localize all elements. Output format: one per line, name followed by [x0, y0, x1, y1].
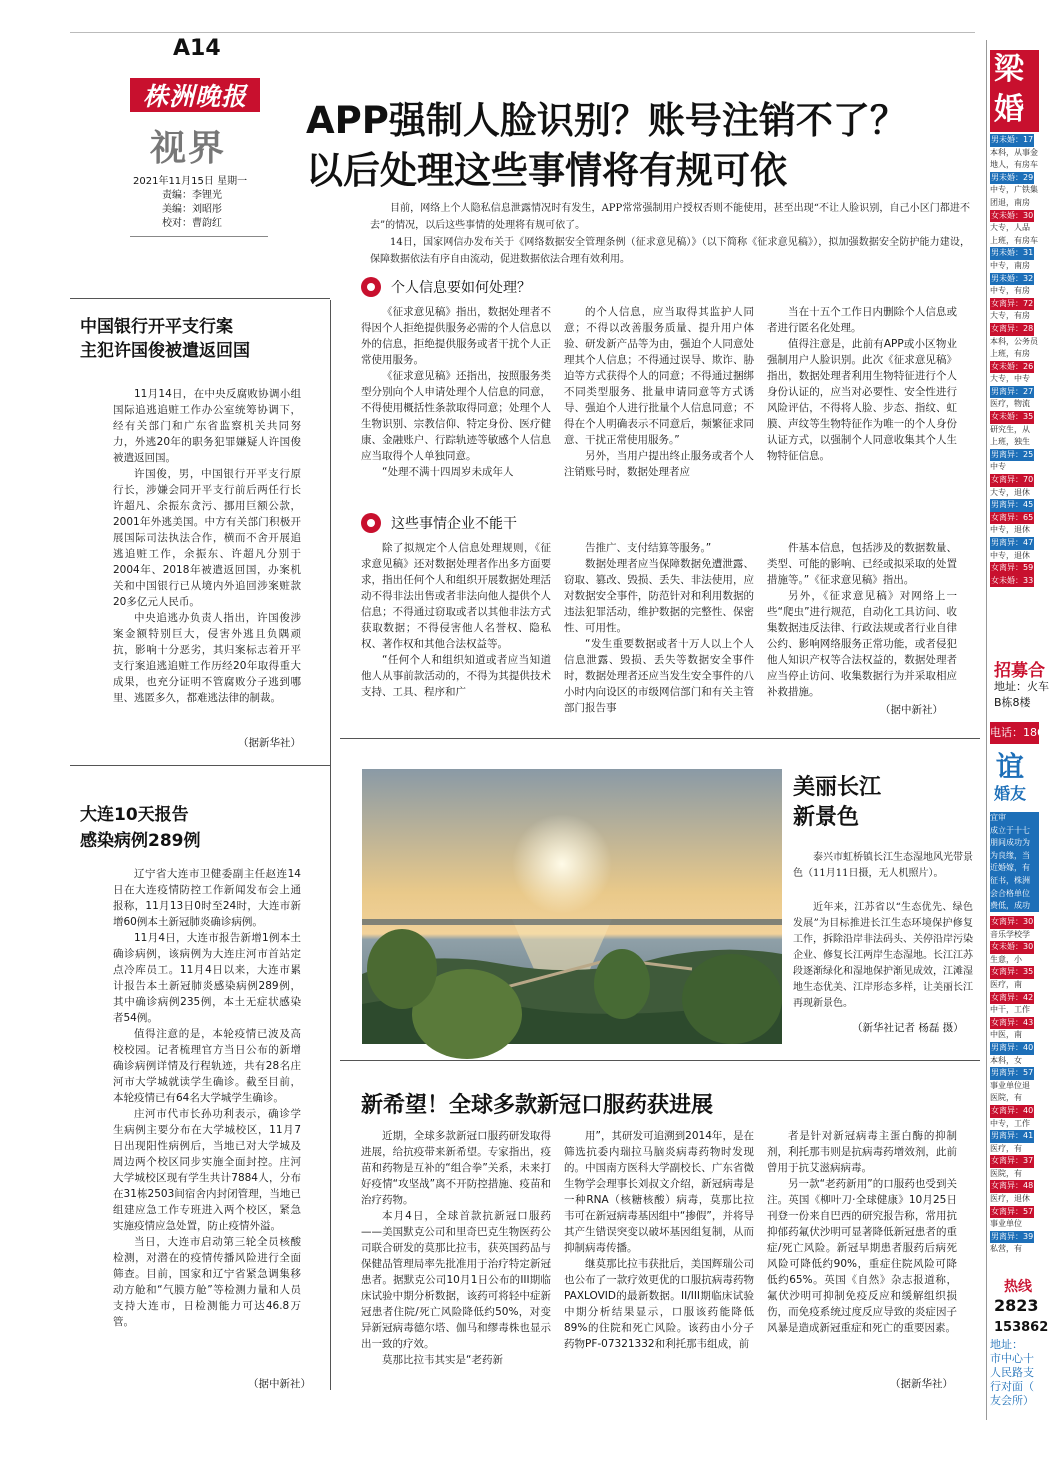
- sidebar-entry: 朋间成功为: [990, 838, 1030, 848]
- sidebar-box2-title-1: 谊: [996, 750, 1025, 783]
- sidebar-entry: 女离异：70: [990, 474, 1039, 487]
- left-story-2-title-1: 大连10天报告: [80, 805, 189, 825]
- sidebar-entry: 男离异：25: [990, 449, 1039, 462]
- paragraph: “处理不满十四周岁未成年人: [382, 466, 514, 478]
- sidebar-entry: 中专: [990, 462, 1006, 472]
- sidebar-entry: 女离异：48: [990, 1180, 1039, 1193]
- paragraph: 用”，其研发可追溯到2014年，是在筛选抗委内瑞拉马脑炎病毒药物时发现的。中国南方医科大学副校长、广东省微生物学会理事长刘叔文介绍，新冠病毒是一种RNA（核糖核酸）病毒，莫那比拉韦可在新冠病毒基因组中“掺假”，并将导其产生错误突变以破坏基因组复制，从而抑制病毒传播。: [564, 1130, 754, 1254]
- section-heading-2-text: 这些事情企业不能干: [391, 516, 517, 532]
- sidebar-entry: 女离异：30: [990, 916, 1039, 929]
- paper-logo-text: 株洲晚报: [142, 82, 247, 111]
- sidebar-entry: 团退，南房: [990, 197, 1030, 207]
- sidebar-entry: 会合格单位: [990, 888, 1030, 898]
- paragraph: 除了拟规定个人信息处理规则，《征求意见稿》还对数据处理者作出多方面要求，指出任何个人和组织开展数据处理活动不得非法出售或者非法向他人提供个人信息；不得通过窃取或者以其他非法方式获取数据；不得侵害他人名誉权、隐私权、著作权和其他合法权益等。: [361, 542, 551, 650]
- sidebar-rule: [986, 40, 987, 1420]
- paragraph: 莫那比拉韦其实是“老药新: [382, 1354, 503, 1366]
- sidebar-entry: 医疗，有: [990, 1143, 1022, 1153]
- sidebar-entry: 大专，退休: [990, 487, 1030, 497]
- sidebar-entry: 男离异：45: [990, 499, 1039, 512]
- paragraph: 值得注意的是，本轮疫情已波及高校校园。记者梳理官方当日公布的新增确诊病例详情及行程轨迹，共有28名庄河市大学城就读学生确诊。截至目前，本轮疫情已有64名大学城学生确诊。: [113, 1028, 301, 1104]
- page-number: A14: [173, 36, 221, 61]
- lead-intro-1: 目前，网络上个人隐私信息泄露情况时有发生，APP常常强制用户授权否则不能使用，甚至出现“不让人脸识别，自己小区门都进不去”的情况，以后这些事情的处理将有规可依了。: [370, 203, 970, 231]
- sidebar-recruit: 招募合: [994, 661, 1045, 681]
- sidebar-phone: [990, 722, 1051, 744]
- sidebar-address-line: 行对面（: [990, 1380, 1034, 1393]
- sidebar-entry: 男离异：39: [990, 1231, 1039, 1244]
- sec2-column-2: [564, 540, 754, 716]
- paragraph: 另一款“老药新用”的口服药也受到关注。英国《柳叶刀·全球健康》10月25日刊登一份来自巴西的研究报告称，常用抗抑郁药氟伏沙明可显著降低新冠患者的重症/死亡风险。新冠早期患者服药后病死风险可降低约90%，重症住院风险可降低约65%。英国《自然》杂志报道称，氟伏沙明可抑制免疫反应和缓解组织损伤，而免疫系统过度反应导致的炎症因子风暴是造成新冠重症和死亡的重要因素。: [767, 1178, 957, 1334]
- paragraph: 继莫那比拉韦获批后，美国辉瑞公司也公布了一款疗效更优的口服抗病毒药物PAXLOVID的最新数据。II/III期临床试验中期分析结果显示，口服该药能降低89%的住院和死亡风险。该药由小分子药物PF-07321332和利托那韦组成，前: [564, 1258, 754, 1350]
- sidebar-entry: 医疗，物流: [990, 399, 1030, 409]
- sec1-column-3: [767, 304, 957, 464]
- left-story-1-source: （据新华社）: [238, 737, 301, 749]
- sidebar-address-block: [990, 1338, 1039, 1408]
- sidebar-entry: 男离异：41: [990, 1130, 1039, 1143]
- sidebar-entry: 医疗，南: [990, 979, 1022, 989]
- sec2-column-1: [361, 540, 551, 700]
- section-heading-1: [361, 277, 531, 297]
- paragraph: 本月4日，全球首款抗新冠口服药——美国默克公司和里奇巴克生物医药公司联合研发的莫那比拉韦，获英国药品与保健品管理局率先批准用于治疗特定新冠患者。据默克公司10月1日公布的III期临床试验中期分析数据，该药可将轻中症新冠患者住院/死亡风险降低约50%，对变异新冠病毒德尔塔、伽马和缪毒株也显示出一致的疗效。: [361, 1210, 551, 1350]
- paragraph: 当日，大连市启动第三轮全员核酸检测，对潜在的疫情传播风险进行全面筛查。目前，国家和辽宁省紧急调集移动方舱和“气膜方舱”等检测力量和人员支持大连市，日检测能力可达46.8万管。: [113, 1236, 301, 1328]
- sidebar-hotline: 2823: [994, 1296, 1039, 1315]
- yangtze-photo-graphic: [362, 769, 782, 1044]
- issue-date: 2021年11月15日 星期一: [133, 176, 248, 187]
- sidebar-entry: 女离异：28: [990, 323, 1039, 336]
- paragraph: 者是针对新冠病毒主蛋白酶的抑制剂，利托那韦则是抗病毒药增效剂，此前曾用于抗艾滋病病毒。: [767, 1130, 957, 1174]
- sidebar-entry: 地人，有房车: [990, 160, 1038, 170]
- section-heading-1-text: 个人信息要如何处理？: [391, 280, 531, 296]
- paragraph: 辽宁省大连市卫健委副主任赵连14日在大连疫情防控工作新闻发布会上通报称，11月13日0时至24时，大连市新增60例本土新冠肺炎确诊病例。: [113, 868, 301, 928]
- drug-headline: 新希望！全球多款新冠口服药获进展: [361, 1093, 714, 1118]
- sidebar-box2-title-2: 婚友: [994, 784, 1027, 803]
- sidebar-hotline-label: 热线: [1004, 1279, 1032, 1295]
- sidebar-entry: 男未婚：32: [990, 273, 1039, 286]
- paragraph: 的个人信息，应当取得其监护人同意；不得以改善服务质量、提升用户体验、研发新产品等为由，强迫个人同意处理其个人信息；不得通过误导、欺诈、胁迫等方式获得个人的同意；不得通过捆绑不同类型服务、批量申请同意等方式诱导、强迫个人进行批量个人信息同意；不得在个人明确表示不同意后，频繁征求同意、干扰正常使用服务。”: [564, 306, 754, 446]
- lead-bottom-rule: [340, 738, 980, 739]
- sidebar-entry: 本科，女: [990, 1055, 1022, 1065]
- sidebar-phone-text: 电话：1867: [990, 726, 1051, 739]
- sidebar-entry: 男离异：27: [990, 386, 1039, 399]
- paragraph: 11月4日，大连市报告新增1例本土确诊病例，该病例为大连庄河市首站定点冷库员工。11月4日以来，大连市累计报告本土新冠肺炎感染病例289例，其中确诊病例235例，本土无症状感染者54例。: [113, 932, 301, 1024]
- photo-caption-1: 泰兴市虹桥镇长江生态湿地风光带景色（11月11日摄，无人机照片）。: [793, 852, 973, 879]
- sidebar-entry: 女离异：42: [990, 992, 1039, 1005]
- drug-column-2: [564, 1128, 754, 1352]
- sidebar-entry: 中专，广铁集: [990, 185, 1038, 195]
- sidebar-entry: 医院，有: [990, 1168, 1022, 1178]
- sidebar-entry: 女离异：72: [990, 298, 1039, 311]
- sidebar-entry: 生意，小: [990, 954, 1022, 964]
- left-story-1-title-2: 主犯许国俊被遣返回国: [80, 341, 250, 361]
- paragraph: 另外，当用户提出终止服务或者个人注销账号时，数据处理者应: [564, 450, 754, 478]
- bullet-circle-icon: [361, 277, 381, 297]
- section-heading-2: [361, 513, 517, 533]
- sidebar-entry: 私营，有: [990, 1244, 1022, 1254]
- sidebar-entry: 宜审: [990, 813, 1006, 822]
- drug-column-1: [361, 1128, 551, 1368]
- sidebar-entry: 医疗，退休: [990, 1194, 1030, 1204]
- sec1-column-2: [564, 304, 754, 480]
- paragraph: 值得注意是，此前有APP或小区物业强制用户人脸识别。此次《征求意见稿》指出，数据处理者利用生物特征进行个人身份认证的，应当对必要性、安全性进行风险评估，不得将人脸、步态、指纹、虹膜、声纹等生物特征作为唯一的个人身份认证方式，以强制个人同意收集其个人生物特征信息。: [767, 338, 957, 462]
- editor-credit: 责编：李锂光: [162, 190, 222, 201]
- paragraph: 庄河市代市长孙功利表示，确诊学生病例主要分布在大学城校区，11月7日出现阳性病例后，当地已对大学城及周边两个校区同步实施全面封控。庄河大学城校区现有学生共计7884人，分布在31栋2503间宿舍内封闭管理，当地已组建应急工作专班进入两个校区，紧急实施疫情应急处置，防止疫情外溢。: [113, 1108, 301, 1232]
- paragraph: 件基本信息，包括涉及的数据数量、类型、可能的影响、已经或拟采取的处置措施等。”《征求意见稿》指出。: [767, 542, 957, 586]
- sidebar-entry: 男未婚：29: [990, 172, 1039, 185]
- yangtze-photo: [362, 769, 782, 1044]
- sidebar-entry: 上班，有房: [990, 349, 1030, 359]
- sidebar-entry: 男离异：47: [990, 537, 1039, 550]
- sidebar-address-line: 人民路支: [990, 1366, 1034, 1379]
- lead-headline-1: APP强制人脸识别？账号注销不了？: [306, 99, 907, 142]
- sidebar-entry: 中干，工作: [990, 1005, 1030, 1015]
- sidebar-entry: 女未婚：35: [990, 411, 1039, 424]
- sidebar-header: [990, 50, 1039, 132]
- sidebar-address-line: 地址：: [990, 1338, 1023, 1351]
- sec1-column-1: [361, 304, 551, 480]
- sidebar-entry: 女离异：65: [990, 512, 1039, 525]
- photo-caption-2: 近年来，江苏省以“生态优先、绿色发展”为目标推进长江生态环境保护修复工作，拆除沿岸非法码头、关停沿岸污染企业、修复长江两岸生态湿地。长江江苏段逐渐绿化和湿地保护渐见成效，江滩湿地生态优美、江岸形态多样，让美丽长江再现新景色。: [793, 902, 973, 1009]
- paragraph: 《征求意见稿》指出，数据处理者不得因个人拒绝提供服务必需的个人信息以外的信息，拒绝提供服务或者干扰个人正常使用服务。: [361, 306, 551, 366]
- bullet-circle-icon: [361, 513, 381, 533]
- paragraph: 许国俊，男，中国银行开平支行原行长，涉嫌会同开平支行前后两任行长许超凡、余振东贪污、挪用巨额公款，2001年外逃美国。中方有关部门积极开展国际司法执法合作，横而不舍开展追逃追赃工作，余振东、许超凡分别于2004年、2018年被遣返回国，办案机关和中国银行已从境内外追回涉案赃款20多亿元人民币。: [113, 468, 301, 608]
- sidebar-entry: 中专，工作: [990, 1118, 1030, 1128]
- sidebar-entry: 女未婚：30: [990, 210, 1039, 223]
- top-rule: [70, 32, 975, 33]
- left-story-2-body: [113, 866, 301, 1330]
- sidebar-entry: 音乐学校学: [990, 929, 1030, 939]
- lead-source: （据中新社）: [880, 704, 943, 716]
- sidebar-address-line: 市中心十: [990, 1352, 1034, 1365]
- photo-credit: （新华社记者 杨磊 摄）: [852, 1022, 964, 1034]
- proofreader-credit: 校对：曹韵红: [162, 218, 222, 229]
- left-story-2-title-2: 感染病例289例: [80, 831, 201, 851]
- sidebar-entry: 中专，南房: [990, 260, 1030, 270]
- paragraph: 《征求意见稿》还指出，按照服务类型分别向个人申请处理个人信息的同意，不得使用概括性条款取得同意；处理个人生物识别、宗教信仰、特定身份、医疗健康、金融账户、行踪轨迹等敏感个人信息应当取得个人单独同意。: [361, 370, 551, 462]
- sidebar-entry: 女离异：37: [990, 1155, 1039, 1168]
- sidebar-entry: 女离异：57: [990, 1206, 1039, 1219]
- left-story-1-title-1: 中国银行开平支行案: [80, 317, 233, 337]
- sidebar-entry: 女离异：59: [990, 562, 1039, 575]
- left-mid-rule: [70, 765, 330, 766]
- sidebar-entry: 女未婚：30: [990, 941, 1039, 954]
- sidebar-box2-intro: [990, 812, 1039, 912]
- sidebar-entry: 事业单位: [990, 1219, 1022, 1229]
- lead-headline-2: 以后处理这些事情将有规可依: [306, 149, 787, 192]
- sidebar-entry: 中专，有房: [990, 286, 1030, 296]
- sidebar-entry: 大专，有房: [990, 311, 1030, 321]
- paragraph: “任何个人和组织知道或者应当知道他人从事前款活动的，不得为其提供技术支持、工具、程序和广: [361, 654, 551, 698]
- sidebar-entry: 女离异：40: [990, 1105, 1039, 1118]
- sidebar-entry: 中医，南: [990, 1030, 1022, 1040]
- photo-title-1: 美丽长江: [793, 775, 882, 800]
- sidebar-address-1: 地址：火车: [994, 680, 1049, 693]
- sidebar-entry: 男离异：57: [990, 1067, 1039, 1080]
- drug-source: （据新华社）: [890, 1378, 953, 1390]
- drug-column-3: [767, 1128, 957, 1336]
- sidebar-entry: 女离异：35: [990, 966, 1039, 979]
- photo-bottom-rule: [340, 1060, 980, 1061]
- sidebar-entry: 研究生，从: [990, 424, 1030, 434]
- sidebar-entry: 中专，退休: [990, 525, 1030, 535]
- sidebar-entry: 男未婚：17: [990, 134, 1039, 147]
- left-story-1-body: [113, 386, 301, 706]
- masthead-divider: [130, 236, 268, 237]
- sidebar-entry: 本科，从事金: [990, 147, 1038, 157]
- paper-logo: [130, 78, 260, 112]
- sec2-column-3: [767, 540, 957, 700]
- left-story-2-source: （据中新社）: [248, 1378, 311, 1390]
- sidebar-entry: 医院，有: [990, 1093, 1022, 1103]
- sidebar-entry: 男未婚：31: [990, 247, 1039, 260]
- sidebar-entry: 近婚嫁，有: [990, 863, 1030, 873]
- sidebar-entry: 女未婚：33: [990, 575, 1039, 588]
- sidebar-title-1: 梁: [994, 52, 1024, 87]
- sidebar-entry: 女未婚：26: [990, 361, 1039, 374]
- main-column-rule: [330, 300, 331, 1390]
- lead-intro-2: 14日，国家网信办发布关于《网络数据安全管理条例（征求意见稿）》（以下简称《征求意见稿》），拟加强数据安全防护能力建设，保障数据依法有序自由流动，促进数据依法合理有效利用。: [370, 237, 970, 265]
- sidebar-entry: 大专，中专: [990, 374, 1030, 384]
- sidebar-entry: 成立于十七: [990, 825, 1030, 835]
- sidebar-entry: 大专，人品: [990, 223, 1030, 233]
- sidebar-address-line: 友会所）: [990, 1394, 1034, 1407]
- sidebar-title-2: 婚: [994, 92, 1024, 127]
- section-name: 视界: [150, 127, 227, 169]
- sidebar-address-2: B栋8楼: [994, 696, 1031, 709]
- sidebar-entry: 女离异：43: [990, 1017, 1039, 1030]
- sidebar-box2-header: [990, 750, 1039, 810]
- sidebar-entry: 征书，株洲: [990, 875, 1030, 885]
- sidebar-entry: 中专，退休: [990, 550, 1030, 560]
- left-top-rule: [70, 298, 330, 299]
- sidebar-entry: 费低，成功: [990, 901, 1030, 911]
- sidebar-entry: 男离异：40: [990, 1042, 1039, 1055]
- paragraph: “发生重要数据或者十万人以上个人信息泄露、毁损、丢失等数据安全事件时，数据处理者还应当发生安全事件的八小时内向设区的市级网信部门和有关主管部门报告事: [564, 638, 754, 714]
- sidebar-entry: 为良缘，当: [990, 850, 1030, 860]
- paragraph: 中央追逃办负责人指出，许国俊涉案金额特别巨大，侵害外逃且负隅顽抗，影响十分恶劣，其归案标志着开平支行案追逃追赃工作历经20年取得重大成果，也充分证明不管腐败分子逃到哪里、逃匿多久，都难逃法律的制裁。: [113, 612, 301, 704]
- sidebar-entry: 上班，独生: [990, 437, 1030, 447]
- paragraph: 另外，《征求意见稿》对网络上一些“爬虫”进行规范，自动化工具访问、收集数据违反法律、行政法规或者行业自律公约、影响网络服务正常功能，或者侵犯他人知识产权等合法权益的，数据处理者应当停止访问、收集数据行为并采取相应补救措施。: [767, 590, 957, 698]
- paragraph: 告推广、支付结算等服务。”: [585, 542, 712, 554]
- sidebar-entry: 上班，有房车: [990, 235, 1038, 245]
- paragraph: 11月14日，在中央反腐败协调小组国际追逃追赃工作办公室统筹协调下，经有关部门和广东省监察机关共同努力，外逃20年的职务犯罪嫌疑人许国俊被遣返回国。: [113, 388, 301, 464]
- sidebar-mobile: 153862: [994, 1320, 1049, 1335]
- paragraph: 当在十五个工作日内删除个人信息或者进行匿名化处理。: [767, 306, 957, 334]
- sidebar-listing-2: [990, 916, 1039, 1272]
- sidebar-listing-1: [990, 134, 1039, 654]
- paragraph: 近期，全球多款新冠口服药研发取得进展，给抗疫带来新希望。专家指出，疫苗和药物是互补的“组合拳”关系，未来打好疫情“攻坚战”离不开防控措施、疫苗和治疗药物。: [361, 1130, 551, 1206]
- paragraph: 数据处理者应当保障数据免遭泄露、窃取、篡改、毁损、丢失、非法使用，应对数据安全事件，防范针对和利用数据的违法犯罪活动，维护数据的完整性、保密性、可用性。: [564, 558, 754, 634]
- sidebar-entry: 本科，公务员: [990, 336, 1038, 346]
- sidebar-entry: 事业单位退: [990, 1080, 1030, 1090]
- designer-credit: 美编：刘昭彤: [162, 204, 222, 215]
- photo-title-2: 新景色: [793, 805, 860, 830]
